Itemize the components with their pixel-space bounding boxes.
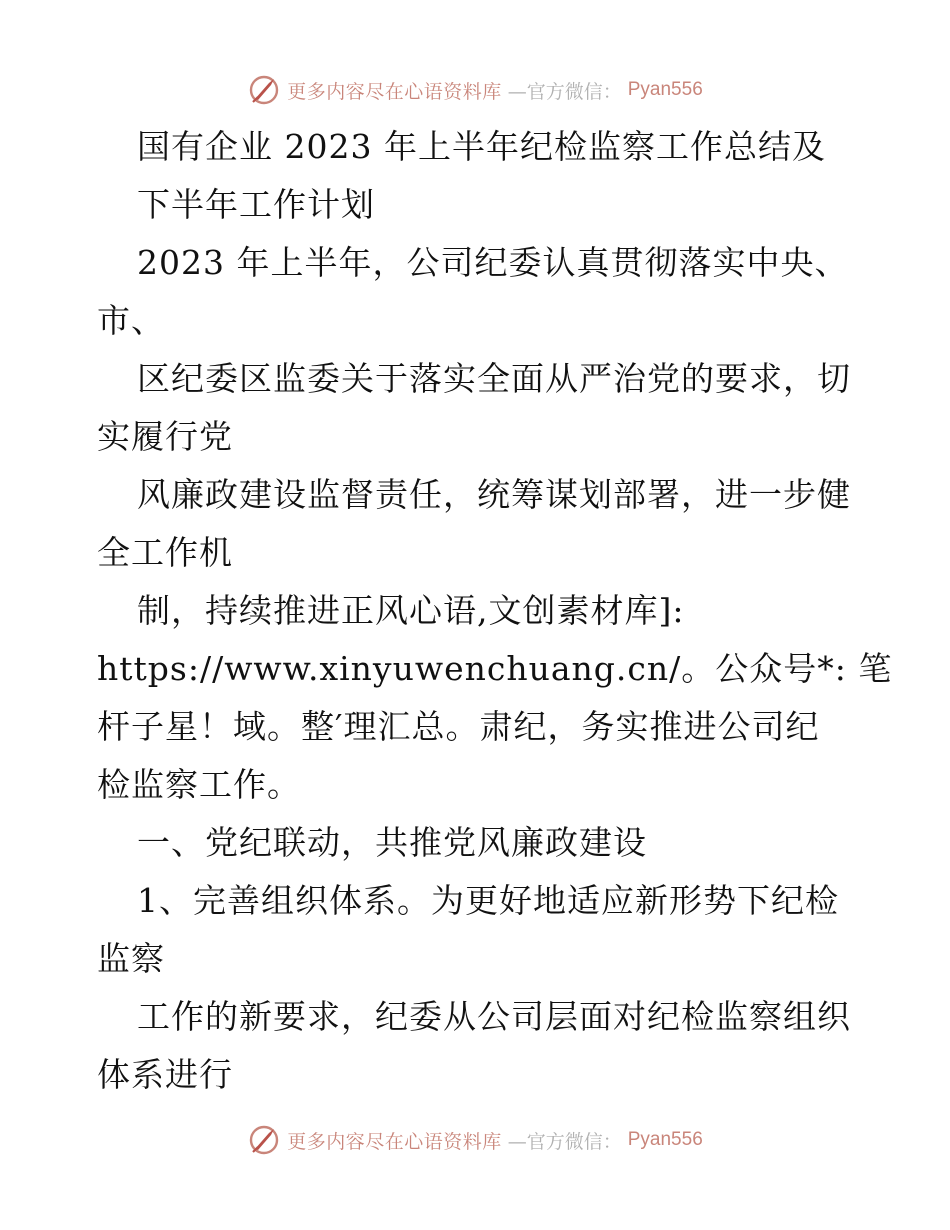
paragraph-line: 实履行党 — [97, 417, 233, 456]
watermark-text: 更多内容尽在心语资料库 — [287, 1130, 502, 1153]
paragraph-line: 1、完善组织体系。为更好地适应新形势下纪检 — [137, 881, 839, 920]
watermark-wechat-id: Pyan556 — [627, 1129, 703, 1150]
quill-logo-icon — [247, 1123, 281, 1157]
header-watermark — [0, 70, 950, 110]
paragraph-line: 区纪委区监委关于落实全面从严治党的要求，切 — [137, 359, 851, 398]
paragraph-line: 风廉政建设监督责任，统筹谋划部署，进一步健 — [137, 475, 851, 514]
paragraph-line: 市、 — [97, 301, 165, 340]
paragraph-line-url: https://www.xinyuwenchuang.cn/。公众号*: 笔 — [97, 649, 893, 688]
paragraph-line: 体系进行 — [97, 1055, 233, 1094]
document-body — [97, 118, 893, 1104]
document-title-line-2: 下半年工作计划 — [137, 185, 375, 224]
paragraph-line: 杆子星！域。整′理汇总。肃纪，务实推进公司纪 — [97, 707, 820, 746]
section-heading: 一、党纪联动，共推党风廉政建设 — [137, 823, 647, 862]
document-title-line-1: 国有企业 2023 年上半年纪检监察工作总结及 — [137, 127, 826, 166]
paragraph-line: 工作的新要求，纪委从公司层面对纪检监察组织 — [137, 997, 851, 1036]
paragraph-line: 全工作机 — [97, 533, 233, 572]
watermark-wechat-id: Pyan556 — [627, 79, 703, 100]
watermark-separator: —官方微信： — [507, 1130, 622, 1153]
watermark-text: 更多内容尽在心语资料库 — [287, 80, 502, 103]
footer-watermark — [0, 1120, 950, 1160]
paragraph-line: 制，持续推进正风心语,文创素材库]: — [137, 591, 685, 630]
paragraph-line: 监察 — [97, 939, 165, 978]
watermark-separator: —官方微信： — [507, 80, 622, 103]
paragraph-line: 检监察工作。 — [97, 765, 301, 804]
quill-logo-icon — [247, 73, 281, 107]
paragraph-line: 2023 年上半年，公司纪委认真贯彻落实中央、 — [137, 243, 849, 282]
